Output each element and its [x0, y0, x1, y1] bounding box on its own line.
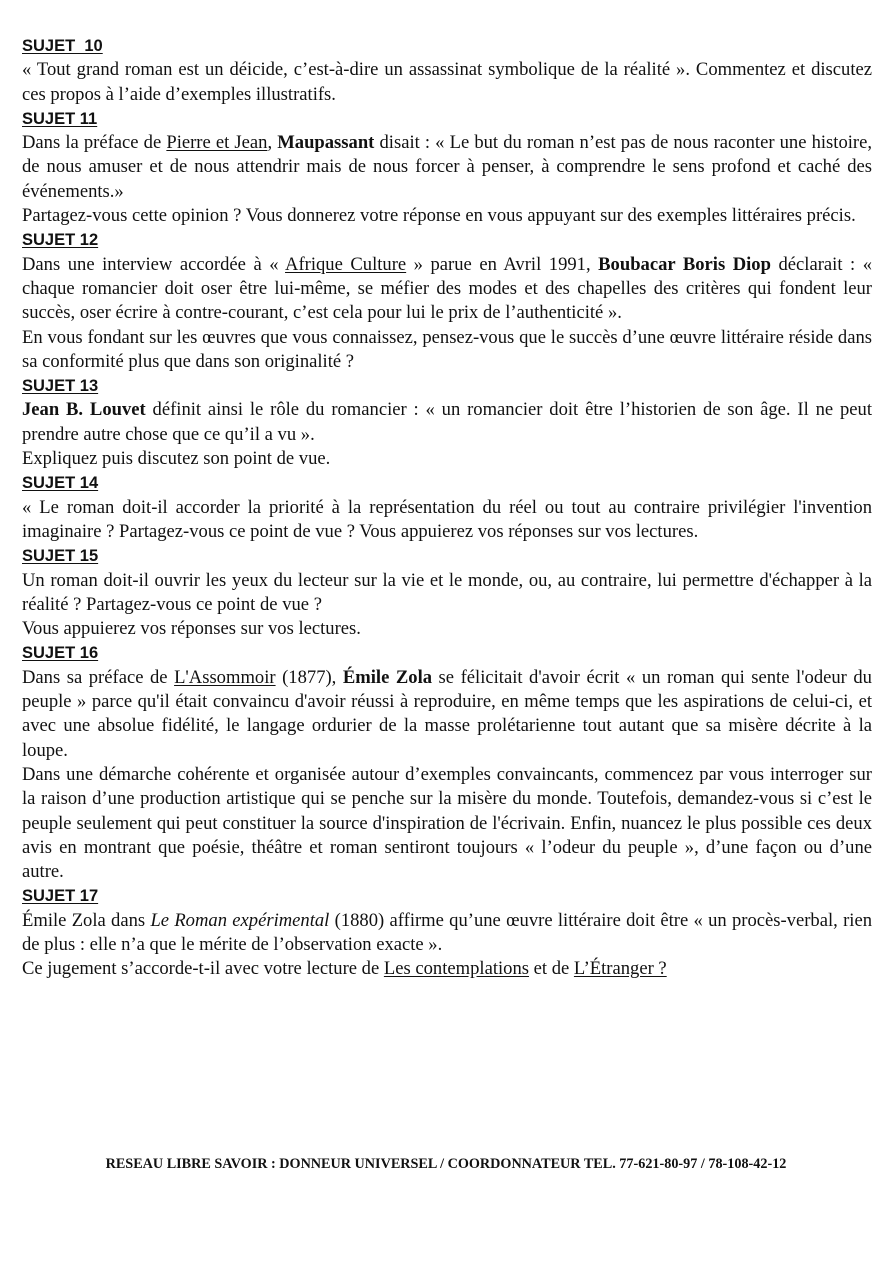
document-body	[22, 34, 872, 982]
author-name: Boubacar Boris Diop	[598, 253, 771, 275]
sujet-10	[22, 34, 872, 107]
book-title: Pierre et Jean	[166, 132, 268, 154]
sujet-title: SUJET 10	[22, 37, 103, 55]
paragraph: Dans la préface de Pierre et Jean, Maupassant disait : « Le but du roman n’est pas de nous raconter une histoire, de nous amuser et de nous attendrir mais de nous forcer à penser, à comprendre le sens profond et caché des événements.»	[22, 132, 873, 202]
sujet-title: SUJET 14	[22, 474, 99, 493]
sujet-12	[22, 228, 872, 374]
sujet-title: SUJET 17	[22, 887, 99, 906]
paragraph: Expliquez puis discutez son point de vue.	[22, 448, 331, 470]
publication-title: Afrique Culture	[285, 253, 407, 275]
sujet-title: SUJET 11	[22, 109, 98, 128]
paragraph: Vous appuierez vos réponses sur vos lectures.	[22, 618, 361, 640]
paragraph: Dans une interview accordée à « Afrique Culture » parue en Avril 1991, Boubacar Boris Diop déclarait : « chaque romancier doit oser être lui-même, se méfier des modes et des chapelles des critères qui fondent leur succès, oser écrire à contre-courant, c’est cela pour lui le prix de l’authenticité ».	[22, 253, 872, 324]
sujet-title: SUJET 15	[22, 547, 99, 566]
paragraph: Ce jugement s’accorde-t-il avec votre lecture de Les contemplations et de L’Étranger ?	[22, 958, 667, 980]
book-title: L'Assommoir	[174, 666, 276, 688]
paragraph: Dans sa préface de L'Assommoir (1877), Émile Zola se félicitait d'avoir écrit « un roman qui sente l'odeur du peuple » parce qu'il était convaincu d'avoir réussi à reproduire, en même temps que les aspirations de celui-ci, et avec une absolue fidélité, le langage ordurier de la masse prolétarienne tout autant que sa misère décrite à la loupe.	[22, 666, 872, 761]
paragraph: Jean B. Louvet définit ainsi le rôle du romancier : « un romancier doit être l’historien de son âge. Il ne peut prendre autre chose que ce qu’il a vu ».	[22, 399, 872, 445]
sujet-16	[22, 641, 872, 884]
paragraph: Émile Zola dans Le Roman expérimental (1880) affirme qu’une œuvre littéraire doit être « un procès-verbal, rien de plus : elle n’a que le mérite de l’observation exacte ».	[22, 909, 872, 955]
sujet-15	[22, 544, 872, 641]
sujet-title: SUJET 16	[22, 644, 99, 663]
sujet-title: SUJET 13	[22, 377, 99, 396]
sujet-11	[22, 107, 872, 228]
book-title: Les contemplations	[383, 958, 529, 980]
book-title: L’Étranger ?	[573, 958, 667, 980]
sujet-13	[22, 374, 872, 471]
paragraph: Partagez-vous cette opinion ? Vous donnerez votre réponse en vous appuyant sur des exemples littéraires précis.	[22, 205, 856, 227]
author-name: Jean B. Louvet	[22, 399, 146, 421]
page-footer: RESEAU LIBRE SAVOIR : DONNEUR UNIVERSEL / COORDONNATEUR TEL. 77-621-80-97 / 78-108-42-12	[105, 1156, 787, 1172]
author-name: Émile Zola	[342, 666, 433, 688]
paragraph: « Le roman doit-il accorder la priorité à la représentation du réel ou tout au contraire privilégier l'invention imaginaire ? Partagez-vous ce point de vue ? Vous appuierez vos réponses sur vos lectures.	[22, 496, 872, 542]
paragraph: Dans une démarche cohérente et organisée autour d’exemples convaincants, commencez par vous interroger sur la raison d’une production artistique qui se penche sur la misère du monde. Toutefois, demandez-vous si c’est le peuple seulement qui peut constituer la source d'inspiration de l'écrivain. Enfin, nuancez le plus possible ces deux avis en montrant que poésie, théâtre et roman sentiront toujours « l’odeur du peuple », d’une façon ou d’une autre.	[22, 763, 872, 883]
sujet-14	[22, 471, 872, 544]
author-name: Maupassant	[277, 132, 375, 154]
sujet-title: SUJET 12	[22, 231, 99, 250]
paragraph: En vous fondant sur les œuvres que vous connaissez, pensez-vous que le succès d’une œuvre littéraire réside dans sa conformité plus que dans son originalité ?	[22, 326, 872, 372]
book-title: Le Roman expérimental	[150, 909, 330, 931]
sujet-17	[22, 884, 872, 981]
paragraph: Un roman doit-il ouvrir les yeux du lecteur sur la vie et le monde, ou, au contraire, lui permettre d'échapper à la réalité ? Partagez-vous ce point de vue ?	[22, 569, 872, 615]
paragraph: « Tout grand roman est un déicide, c’est-à-dire un assassinat symbolique de la réalité ». Commentez et discutez ces propos à l’aide d’exemples illustratifs.	[22, 59, 872, 105]
